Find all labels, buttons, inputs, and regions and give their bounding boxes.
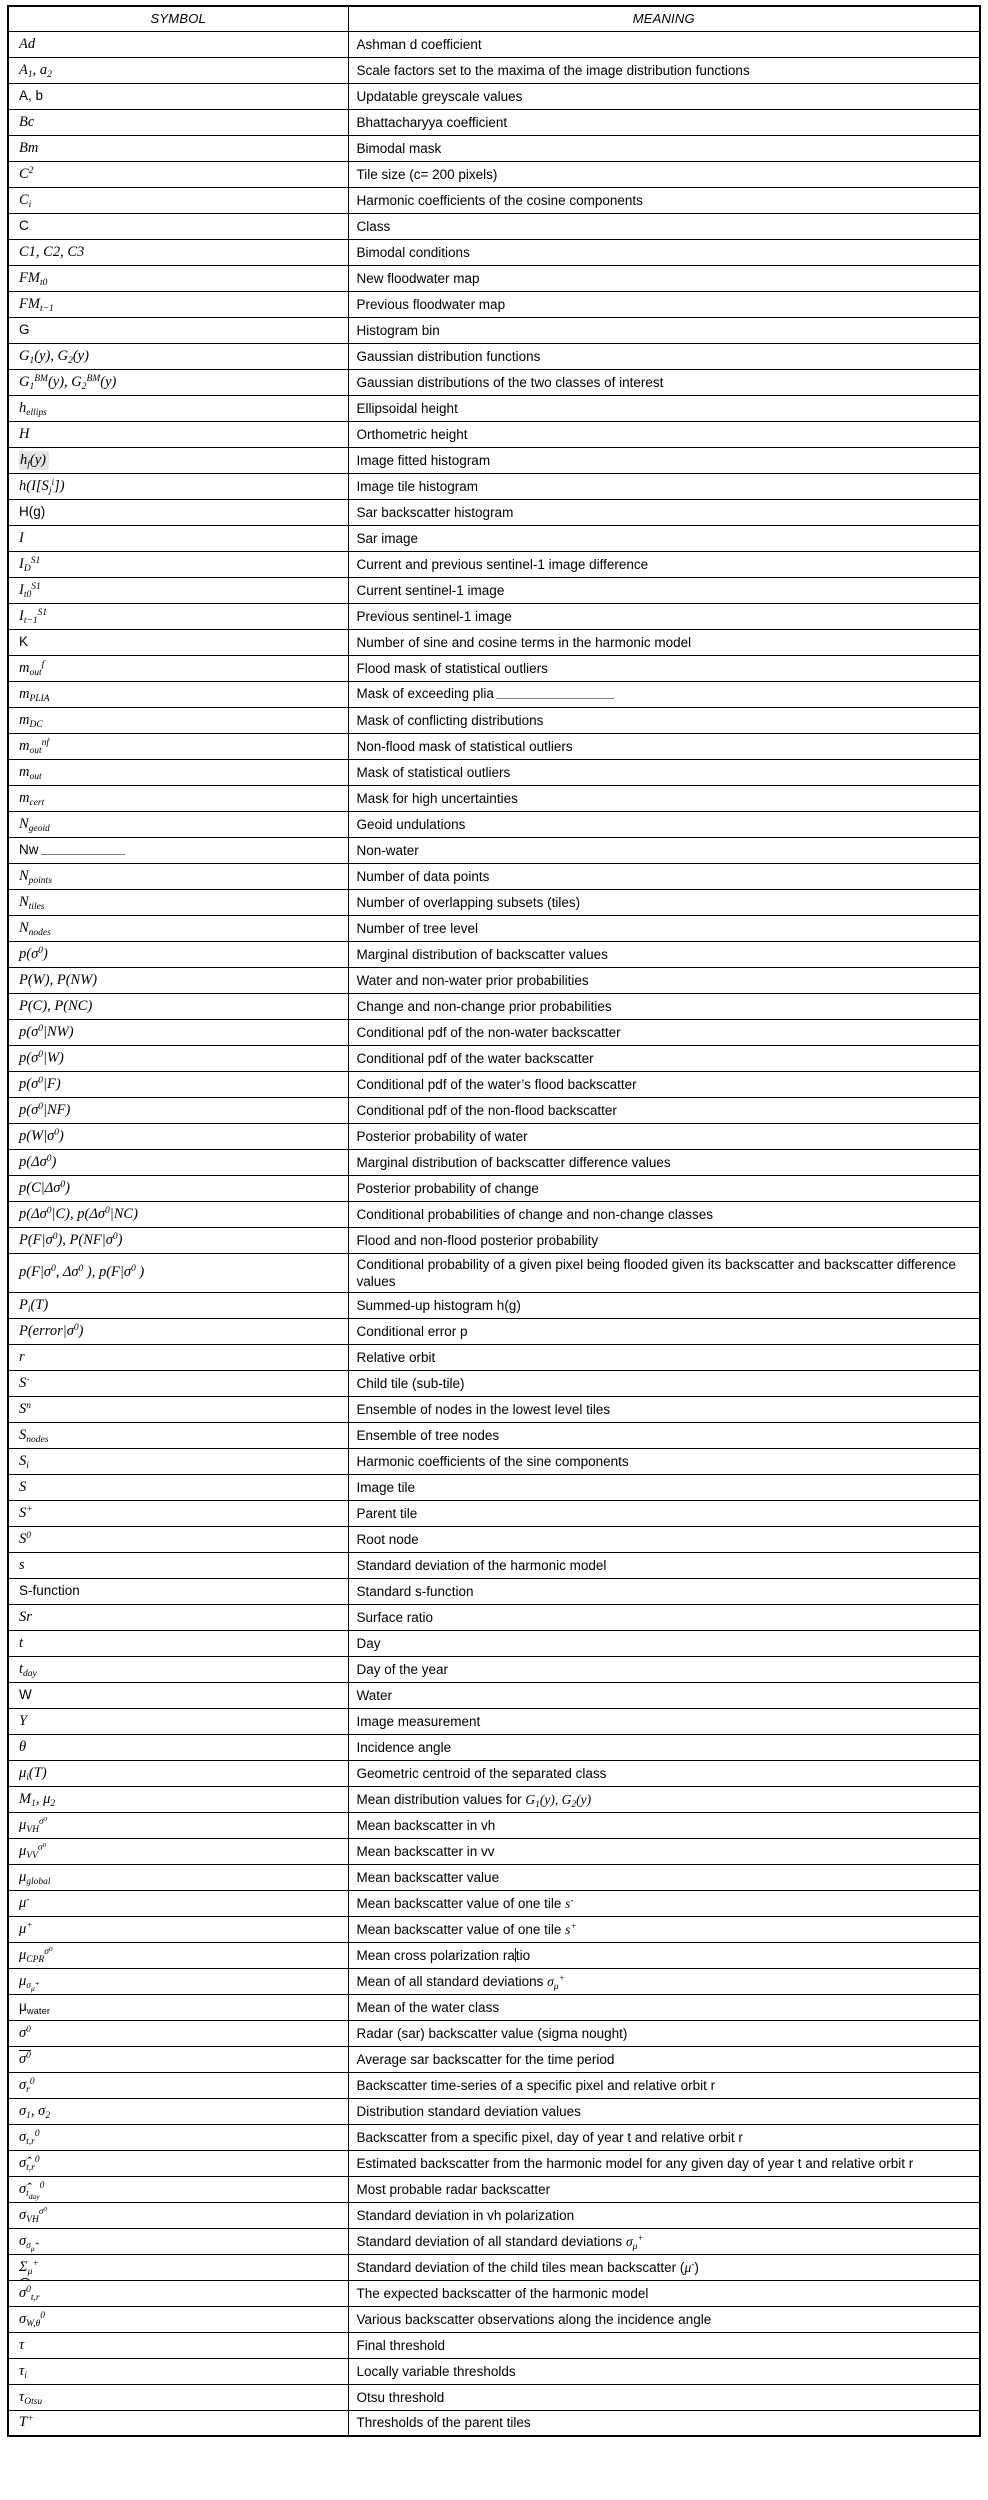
meaning-cell: Posterior probability of water — [348, 1123, 980, 1149]
table-row — [8, 915, 980, 941]
meaning-cell: Mean backscatter in vh — [348, 1812, 980, 1838]
table-row — [8, 889, 980, 915]
table-row — [8, 2202, 980, 2228]
table-row — [8, 161, 980, 187]
table-row — [8, 1227, 980, 1253]
symbol-cell: S — [8, 1474, 348, 1500]
table-row — [8, 1656, 980, 1682]
table-row — [8, 1396, 980, 1422]
meaning-cell: Harmonic coefficients of the sine components — [348, 1448, 980, 1474]
meaning-cell: Backscatter time-series of a specific pixel and relative orbit r — [348, 2072, 980, 2098]
meaning-cell: Conditional probabilities of change and non-change classes — [348, 1201, 980, 1227]
symbol-cell: $FM_{t0}$ — [8, 265, 348, 291]
meaning-cell: Scale factors set to the maxima of the image distribution functions — [348, 57, 980, 83]
symbol-cell: $\tau_{Otsu}$ — [8, 2384, 348, 2410]
meaning-cell: Bhattacharyya coefficient — [348, 109, 980, 135]
meaning-cell: Ensemble of nodes in the lowest level tiles — [348, 1396, 980, 1422]
table-row — [8, 1994, 980, 2020]
symbol-cell: $G_1^{BM}(y)$, $G_2^{BM}(y)$ — [8, 369, 348, 395]
symbol-cell: I — [8, 525, 348, 551]
header-meaning: MEANING — [348, 6, 980, 31]
symbol-cell: $\sigma^0$ — [8, 2020, 348, 2046]
table-row — [8, 2228, 980, 2254]
table-row — [8, 993, 980, 1019]
meaning-cell: Conditional pdf of the non-water backscatter — [348, 1019, 980, 1045]
table-row — [8, 265, 980, 291]
table-row — [8, 707, 980, 733]
symbol-table-body — [8, 31, 980, 2436]
table-row — [8, 967, 980, 993]
symbol-cell: $h(I[S_j^i])$ — [8, 473, 348, 499]
symbol-cell: C1, C2, C3 — [8, 239, 348, 265]
symbol-cell: $p(F|\sigma^0$, $\Delta\sigma^0$ ), $p(F|\sigma^0$ ) — [8, 1253, 348, 1292]
meaning-cell: Updatable greyscale values — [348, 83, 980, 109]
table-row — [8, 2124, 980, 2150]
symbol-cell: S- — [8, 1370, 348, 1396]
symbol-cell: $p(\Delta\sigma^0)$ — [8, 1149, 348, 1175]
meaning-cell: Histogram bin — [348, 317, 980, 343]
symbol-cell: $\mu_{water}$ — [8, 1994, 348, 2020]
symbol-cell: Bc — [8, 109, 348, 135]
table-row — [8, 837, 980, 863]
meaning-cell: Sar backscatter histogram — [348, 499, 980, 525]
meaning-cell: Conditional error p — [348, 1318, 980, 1344]
meaning-cell: Mean backscatter value — [348, 1864, 980, 1890]
table-row — [8, 1019, 980, 1045]
symbol-cell: $\sigma^0$ — [8, 2046, 348, 2072]
meaning-cell: Ellipsoidal height — [348, 395, 980, 421]
meaning-cell: Day — [348, 1630, 980, 1656]
symbol-cell: S-function — [8, 1578, 348, 1604]
symbol-cell: $\mu_i(T)$ — [8, 1760, 348, 1786]
symbol-cell: μ+ — [8, 1916, 348, 1942]
symbol-cell: $m_{cert}$ — [8, 785, 348, 811]
symbol-cell: Bm — [8, 135, 348, 161]
table-row — [8, 525, 980, 551]
symbol-cell: $N_{tiles}$ — [8, 889, 348, 915]
symbol-cell: $N_{geoid}$ — [8, 811, 348, 837]
table-row — [8, 135, 980, 161]
symbol-cell: τ — [8, 2332, 348, 2358]
symbol-cell: T+ — [8, 2410, 348, 2436]
meaning-cell: Mean cross polarization ratio — [348, 1942, 980, 1968]
meaning-cell: Surface ratio — [348, 1604, 980, 1630]
table-row — [8, 1552, 980, 1578]
table-row — [8, 941, 980, 967]
table-row — [8, 317, 980, 343]
symbol-cell: $C^2$ — [8, 161, 348, 187]
symbol-cell: $m_{DC}$ — [8, 707, 348, 733]
symbol-cell: $p(\sigma^0|NW)$ — [8, 1019, 348, 1045]
meaning-cell: Otsu threshold — [348, 2384, 980, 2410]
meaning-cell: Summed-up histogram h(g) — [348, 1292, 980, 1318]
table-row — [8, 1123, 980, 1149]
meaning-cell: Non-flood mask of statistical outliers — [348, 733, 980, 759]
symbol-cell: $A_1$, $a_2$ — [8, 57, 348, 83]
table-row — [8, 603, 980, 629]
header-row — [8, 6, 980, 31]
symbol-cell: $\Sigma_\mu^+$ — [8, 2254, 348, 2280]
symbol-cell: P(W), P(NW) — [8, 967, 348, 993]
table-row — [8, 1942, 980, 1968]
meaning-cell: Mean distribution values for $G_1(y)$, $G_2(y)$ — [348, 1786, 980, 1812]
table-row — [8, 2046, 980, 2072]
table-row — [8, 2358, 980, 2384]
meaning-cell: Average sar backscatter for the time period — [348, 2046, 980, 2072]
symbol-cell: $\mu_{global}$ — [8, 1864, 348, 1890]
table-row — [8, 1149, 980, 1175]
table-row — [8, 2280, 980, 2306]
symbol-cell: $\sigma_r^0$ — [8, 2072, 348, 2098]
table-row — [8, 2410, 980, 2436]
meaning-cell: Geoid undulations — [348, 811, 980, 837]
table-row — [8, 2384, 980, 2410]
symbol-cell: $p(\sigma^0|W)$ — [8, 1045, 348, 1071]
table-row — [8, 1760, 980, 1786]
table-row — [8, 655, 980, 681]
symbol-cell: ˆ $\sigma^0_{t,r}$ — [8, 2280, 348, 2306]
table-row — [8, 83, 980, 109]
symbol-cell: $I_D^{S1}$ — [8, 551, 348, 577]
symbol-cell: C — [8, 213, 348, 239]
symbol-cell: $p(\sigma^0)$ — [8, 941, 348, 967]
symbol-cell: Sr — [8, 1604, 348, 1630]
meaning-cell: Water — [348, 1682, 980, 1708]
meaning-cell: The expected backscatter of the harmonic model — [348, 2280, 980, 2306]
symbol-cell: $\sigmâ_{t,r}^0$ — [8, 2150, 348, 2176]
symbol-cell: t — [8, 1630, 348, 1656]
meaning-cell: Incidence angle — [348, 1734, 980, 1760]
table-row — [8, 2098, 980, 2124]
table-row — [8, 1734, 980, 1760]
meaning-cell: Sar image — [348, 525, 980, 551]
symbol-cell: $m_{PLIA}$ — [8, 681, 348, 707]
meaning-cell: Day of the year — [348, 1656, 980, 1682]
meaning-cell: Image measurement — [348, 1708, 980, 1734]
symbol-cell: $P(error|\sigma^0)$ — [8, 1318, 348, 1344]
table-row — [8, 1916, 980, 1942]
table-row — [8, 499, 980, 525]
symbol-cell: $S_i$ — [8, 1448, 348, 1474]
meaning-cell: Current sentinel-1 image — [348, 577, 980, 603]
table-row — [8, 291, 980, 317]
symbol-cell: $\mu_{\sigma_\mu^+}$ — [8, 1968, 348, 1994]
table-row — [8, 2176, 980, 2202]
meaning-cell: Flood mask of statistical outliers — [348, 655, 980, 681]
table-row — [8, 681, 980, 707]
table-row — [8, 239, 980, 265]
table-row — [8, 1370, 980, 1396]
meaning-cell: Gaussian distribution functions — [348, 343, 980, 369]
table-row — [8, 1500, 980, 1526]
table-row — [8, 1097, 980, 1123]
meaning-cell: Posterior probability of change — [348, 1175, 980, 1201]
table-row — [8, 1344, 980, 1370]
symbol-cell: s — [8, 1552, 348, 1578]
table-row — [8, 1292, 980, 1318]
symbol-cell: $\sigmâ_{t_{day}}^0$ — [8, 2176, 348, 2202]
meaning-cell: Mean backscatter value of one tile s+ — [348, 1916, 980, 1942]
meaning-cell: Image fitted histogram — [348, 447, 980, 473]
meaning-cell: Image tile — [348, 1474, 980, 1500]
meaning-cell: Mean of all standard deviations $\sigma_\mu^+$ — [348, 1968, 980, 1994]
symbol-cell: $p(C|\Delta\sigma^0)$ — [8, 1175, 348, 1201]
table-row — [8, 1578, 980, 1604]
symbol-cell: $\mu_{VV}^{\sigma^0}$ — [8, 1838, 348, 1864]
meaning-cell: Radar (sar) backscatter value (sigma nought) — [348, 2020, 980, 2046]
symbol-cell: $FM_{t-1}$ — [8, 291, 348, 317]
symbol-cell: S+ — [8, 1500, 348, 1526]
symbol-cell: Y — [8, 1708, 348, 1734]
symbol-cell: θ — [8, 1734, 348, 1760]
symbol-cell: Ad — [8, 31, 348, 57]
table-row — [8, 2306, 980, 2332]
symbol-cell: $\mu_{CPR}^{\sigma^0}$ — [8, 1942, 348, 1968]
meaning-cell: Mean backscatter in vv — [348, 1838, 980, 1864]
symbol-cell: K — [8, 629, 348, 655]
table-row — [8, 1864, 980, 1890]
table-row — [8, 447, 980, 473]
meaning-cell: Change and non-change prior probabilities — [348, 993, 980, 1019]
meaning-cell: Conditional pdf of the non-flood backscatter — [348, 1097, 980, 1123]
meaning-cell: Harmonic coefficients of the cosine components — [348, 187, 980, 213]
table-row — [8, 343, 980, 369]
symbol-cell: $S^0$ — [8, 1526, 348, 1552]
table-row — [8, 1175, 980, 1201]
meaning-cell: Flood and non-flood posterior probability — [348, 1227, 980, 1253]
meaning-cell: Various backscatter observations along the incidence angle — [348, 2306, 980, 2332]
table-row — [8, 1201, 980, 1227]
symbol-cell: $p(\sigma^0|NF)$ — [8, 1097, 348, 1123]
meaning-cell: Mask of statistical outliers — [348, 759, 980, 785]
meaning-cell: Parent tile — [348, 1500, 980, 1526]
table-row — [8, 1838, 980, 1864]
meaning-cell: Mean of the water class — [348, 1994, 980, 2020]
table-row — [8, 629, 980, 655]
meaning-cell: Marginal distribution of backscatter values — [348, 941, 980, 967]
meaning-cell: Non-water — [348, 837, 980, 863]
table-header — [8, 6, 980, 31]
meaning-cell: Ashman d coefficient — [348, 31, 980, 57]
meaning-cell: Standard deviation in vh polarization — [348, 2202, 980, 2228]
meaning-cell: Orthometric height — [348, 421, 980, 447]
symbol-cell: $p(\Delta\sigma^0|C)$, $p(\Delta\sigma^0|NC)$ — [8, 1201, 348, 1227]
meaning-cell: Child tile (sub-tile) — [348, 1370, 980, 1396]
meaning-cell: Standard deviation of all standard deviations $\sigma_\mu^+$ — [348, 2228, 980, 2254]
table-row — [8, 863, 980, 889]
table-row — [8, 2072, 980, 2098]
symbol-cell: $I_{t-1}^{S1}$ — [8, 603, 348, 629]
meaning-cell: Conditional pdf of the water’s flood backscatter — [348, 1071, 980, 1097]
symbol-cell: $\sigma_{VH}^{\sigma^0}$ — [8, 2202, 348, 2228]
symbol-cell: $h_f(y)$ — [8, 447, 348, 473]
table-row — [8, 1474, 980, 1500]
meaning-cell: Bimodal conditions — [348, 239, 980, 265]
symbol-cell: $N_{points}$ — [8, 863, 348, 889]
meaning-cell: Gaussian distributions of the two classes of interest — [348, 369, 980, 395]
symbol-cell: $P_i(T)$ — [8, 1292, 348, 1318]
symbol-cell: H(g) — [8, 499, 348, 525]
symbol-cell: $\sigma_1$, $\sigma_2$ — [8, 2098, 348, 2124]
table-row — [8, 473, 980, 499]
symbol-cell: $S_{nodes}$ — [8, 1422, 348, 1448]
table-row — [8, 1422, 980, 1448]
meaning-cell: Thresholds of the parent tiles — [348, 2410, 980, 2436]
table-row — [8, 1812, 980, 1838]
table-row — [8, 785, 980, 811]
symbol-cell: $N_{nodes}$ — [8, 915, 348, 941]
table-row — [8, 759, 980, 785]
symbol-cell: $t_{day}$ — [8, 1656, 348, 1682]
meaning-cell: Distribution standard deviation values — [348, 2098, 980, 2124]
table-row — [8, 213, 980, 239]
symbol-cell: r — [8, 1344, 348, 1370]
table-row — [8, 1318, 980, 1344]
symbol-cell: $I_{t0}^{S1}$ — [8, 577, 348, 603]
table-row — [8, 187, 980, 213]
table-row — [8, 1071, 980, 1097]
symbol-table — [7, 5, 981, 2437]
meaning-cell: Current and previous sentinel-1 image difference — [348, 551, 980, 577]
meaning-cell: Standard deviation of the child tiles mean backscatter (μ-) — [348, 2254, 980, 2280]
meaning-cell: Mask of exceeding plia — [348, 681, 980, 707]
meaning-cell: Class — [348, 213, 980, 239]
symbol-cell: μ- — [8, 1890, 348, 1916]
meaning-cell: Standard deviation of the harmonic model — [348, 1552, 980, 1578]
table-row — [8, 1786, 980, 1812]
meaning-cell: Ensemble of tree nodes — [348, 1422, 980, 1448]
symbol-cell: $m_{out}$ — [8, 759, 348, 785]
symbol-cell: $m_{out}^f$ — [8, 655, 348, 681]
meaning-cell: Number of tree level — [348, 915, 980, 941]
table-row — [8, 1708, 980, 1734]
table-row — [8, 369, 980, 395]
meaning-cell: Mask for high uncertainties — [348, 785, 980, 811]
meaning-cell: Geometric centroid of the separated class — [348, 1760, 980, 1786]
meaning-cell: Marginal distribution of backscatter difference values — [348, 1149, 980, 1175]
table-row — [8, 31, 980, 57]
symbol-cell: Nw — [8, 837, 348, 863]
meaning-cell: Water and non-water prior probabilities — [348, 967, 980, 993]
meaning-cell: Number of sine and cosine terms in the harmonic model — [348, 629, 980, 655]
table-row — [8, 1526, 980, 1552]
meaning-cell: Mean backscatter value of one tile s- — [348, 1890, 980, 1916]
meaning-cell: Conditional pdf of the water backscatter — [348, 1045, 980, 1071]
meaning-cell: Locally variable thresholds — [348, 2358, 980, 2384]
symbol-cell: G — [8, 317, 348, 343]
table-row — [8, 1253, 980, 1292]
meaning-cell: Number of data points — [348, 863, 980, 889]
meaning-cell: Mask of conflicting distributions — [348, 707, 980, 733]
symbol-cell: $h_{ellips}$ — [8, 395, 348, 421]
meaning-cell: Conditional probability of a given pixel being flooded given its backscatter and backscatter difference values — [348, 1253, 980, 1292]
meaning-cell: Backscatter from a specific pixel, day of year t and relative orbit r — [348, 2124, 980, 2150]
meaning-cell: Image tile histogram — [348, 473, 980, 499]
table-row — [8, 1630, 980, 1656]
symbol-cell: $p(W|\sigma^0)$ — [8, 1123, 348, 1149]
table-row — [8, 1968, 980, 1994]
symbol-cell: $G_1(y)$, $G_2(y)$ — [8, 343, 348, 369]
meaning-cell: Root node — [348, 1526, 980, 1552]
symbol-cell: $M_1$, $\mu_2$ — [8, 1786, 348, 1812]
table-row — [8, 1682, 980, 1708]
symbol-cell: P(C), P(NC) — [8, 993, 348, 1019]
table-row — [8, 421, 980, 447]
meaning-cell: Number of overlapping subsets (tiles) — [348, 889, 980, 915]
meaning-cell: Final threshold — [348, 2332, 980, 2358]
symbol-cell: $\mu_{VH}^{\sigma^0}$ — [8, 1812, 348, 1838]
meaning-cell: Bimodal mask — [348, 135, 980, 161]
table-row — [8, 577, 980, 603]
meaning-cell: Relative orbit — [348, 1344, 980, 1370]
symbol-cell: $\tau_i$ — [8, 2358, 348, 2384]
header-symbol: SYMBOL — [8, 6, 348, 31]
table-row — [8, 1045, 980, 1071]
table-row — [8, 1890, 980, 1916]
symbol-cell: $p(\sigma^0|F)$ — [8, 1071, 348, 1097]
table-row — [8, 1448, 980, 1474]
table-row — [8, 551, 980, 577]
table-row — [8, 2332, 980, 2358]
table-row — [8, 2254, 980, 2280]
meaning-cell: Most probable radar backscatter — [348, 2176, 980, 2202]
table-row — [8, 811, 980, 837]
symbol-cell: $S^n$ — [8, 1396, 348, 1422]
symbol-cell: $m_{out}^{nf}$ — [8, 733, 348, 759]
symbol-cell: W — [8, 1682, 348, 1708]
table-row — [8, 395, 980, 421]
symbol-cell: $\sigma_{W,\theta}^0$ — [8, 2306, 348, 2332]
table-row — [8, 1604, 980, 1630]
table-row — [8, 109, 980, 135]
meaning-cell: Previous sentinel-1 image — [348, 603, 980, 629]
symbol-cell: $C_i$ — [8, 187, 348, 213]
meaning-cell: Standard s-function — [348, 1578, 980, 1604]
meaning-cell: Tile size (c= 200 pixels) — [348, 161, 980, 187]
symbol-cell: $\sigma_{\sigma_\mu^+}$ — [8, 2228, 348, 2254]
meaning-cell: Estimated backscatter from the harmonic model for any given day of year t and relative orbit r — [348, 2150, 980, 2176]
table-row — [8, 57, 980, 83]
symbol-cell: $P(F|\sigma^0)$, $P(NF|\sigma^0)$ — [8, 1227, 348, 1253]
meaning-cell: Previous floodwater map — [348, 291, 980, 317]
symbol-cell: H — [8, 421, 348, 447]
symbol-cell: $\sigma_{t,r}^0$ — [8, 2124, 348, 2150]
symbol-cell: A, b — [8, 83, 348, 109]
table-row — [8, 733, 980, 759]
meaning-cell: New floodwater map — [348, 265, 980, 291]
table-row — [8, 2020, 980, 2046]
table-row — [8, 2150, 980, 2176]
